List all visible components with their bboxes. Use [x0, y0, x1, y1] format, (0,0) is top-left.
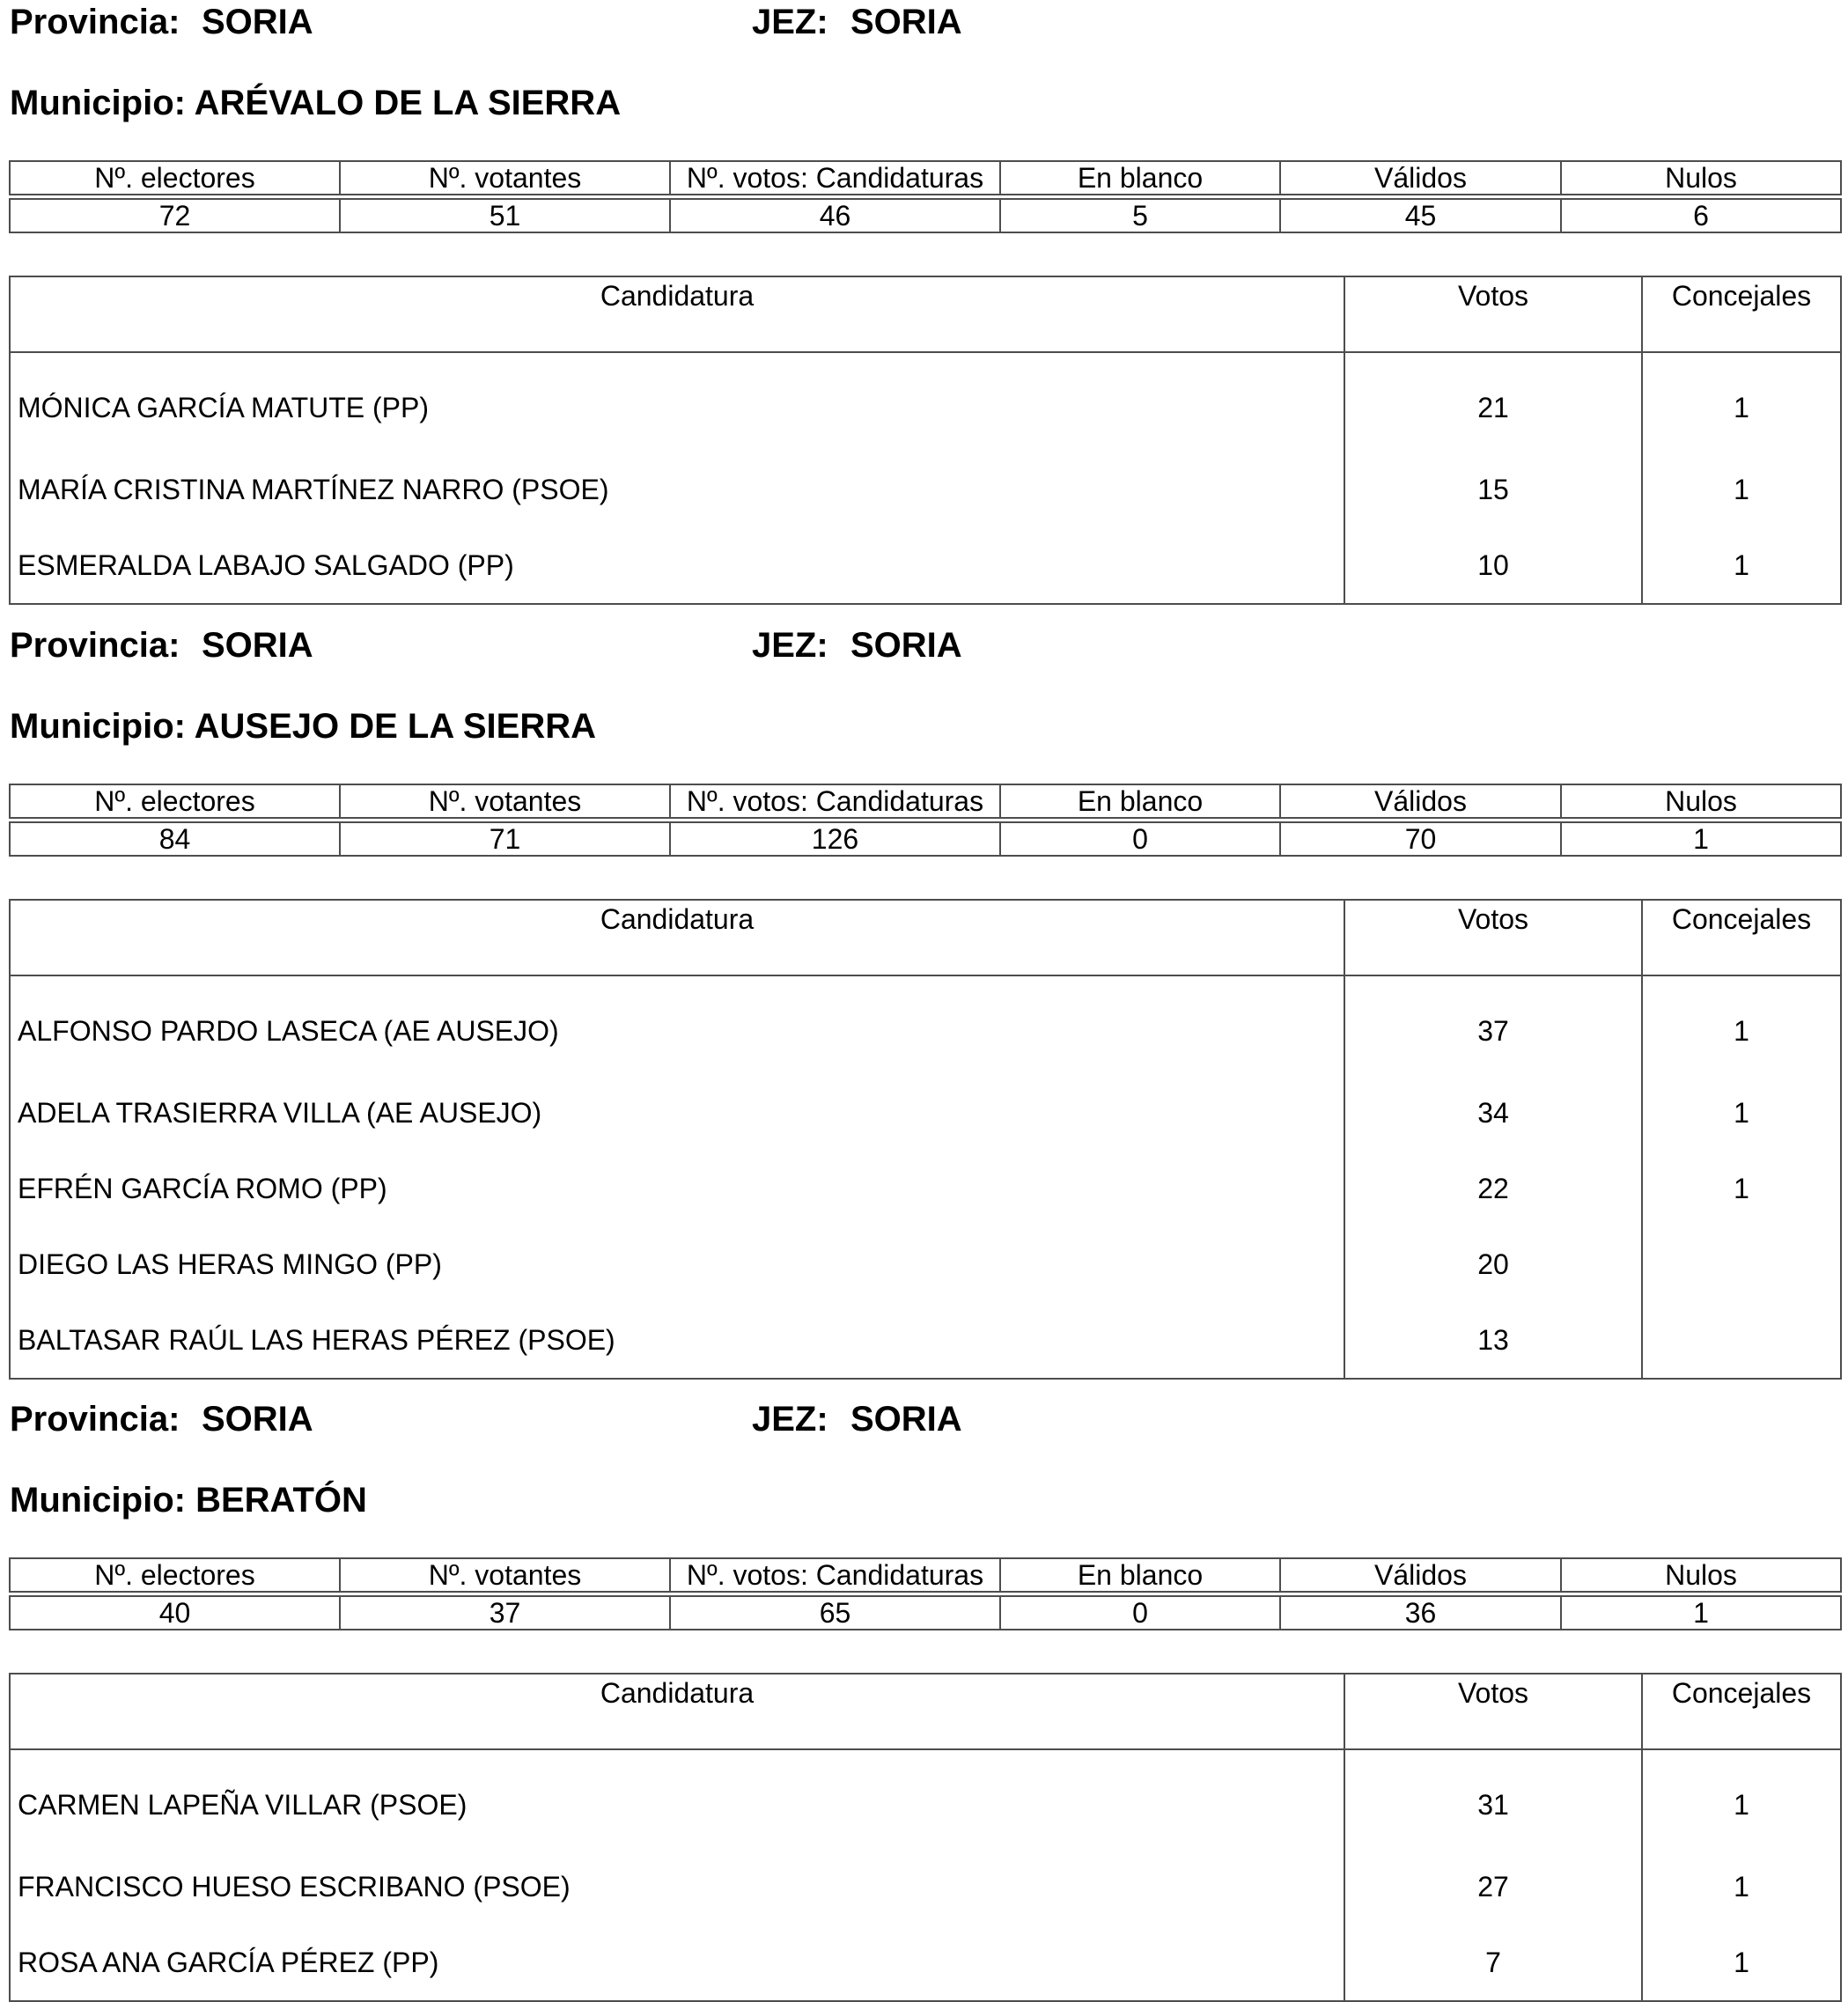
- votos-header: Votos: [1344, 1674, 1642, 1749]
- jez-value: SORIA: [850, 1400, 962, 1439]
- stats-value-votos-candidaturas: 126: [670, 822, 1000, 856]
- stats-value-nulos: 6: [1561, 199, 1841, 232]
- votos-header: Votos: [1344, 276, 1642, 352]
- stats-values-table: [9, 821, 1842, 857]
- stats-values-row: [10, 199, 1841, 232]
- stats-header-electores: Nº. electores: [10, 1558, 340, 1592]
- municipio-title: [10, 83, 621, 123]
- stats-value-votos-candidaturas: 46: [670, 199, 1000, 232]
- candidate-row: [10, 1849, 1841, 1925]
- candidate-votos: 31: [1344, 1749, 1642, 1849]
- stats-header-electores: Nº. electores: [10, 161, 340, 195]
- candidate-concejales: 1: [1642, 352, 1841, 452]
- stats-header-votantes: Nº. votantes: [340, 1558, 670, 1592]
- stats-value-electores: 72: [10, 199, 340, 232]
- candidates-header-row: [10, 900, 1841, 975]
- stats-values-table: [9, 1595, 1842, 1630]
- stats-value-votantes: 51: [340, 199, 670, 232]
- candidates-header-row: [10, 1674, 1841, 1749]
- candidate-concejales: 1: [1642, 1151, 1841, 1226]
- stats-header-votos-candidaturas: Nº. votos: Candidaturas: [670, 161, 1000, 195]
- stats-values-table: [9, 198, 1842, 233]
- stats-header-nulos: Nulos: [1561, 161, 1841, 195]
- candidate-name: ROSA ANA GARCÍA PÉREZ (PP): [18, 1947, 439, 1978]
- stats-value-en-blanco: 0: [1000, 1596, 1280, 1630]
- candidate-votos: 21: [1344, 352, 1642, 452]
- candidate-votos: 34: [1344, 1075, 1642, 1151]
- stats-value-validos: 45: [1280, 199, 1561, 232]
- candidate-name: BALTASAR RAÚL LAS HERAS PÉREZ (PSOE): [18, 1324, 615, 1356]
- jez-value: SORIA: [850, 626, 962, 665]
- candidate-row: [10, 1226, 1841, 1302]
- candidate-name: FRANCISCO HUESO ESCRIBANO (PSOE): [18, 1871, 571, 1903]
- candidates-table: [9, 1673, 1842, 2002]
- stats-header-nulos: Nulos: [1561, 784, 1841, 818]
- stats-value-validos: 36: [1280, 1596, 1561, 1630]
- stats-header-votantes: Nº. votantes: [340, 161, 670, 195]
- stats-header-validos: Válidos: [1280, 1558, 1561, 1592]
- concejales-header: Concejales: [1642, 900, 1841, 975]
- stats-header-en-blanco: En blanco: [1000, 161, 1280, 195]
- stats-value-en-blanco: 0: [1000, 822, 1280, 856]
- stats-value-nulos: 1: [1561, 822, 1841, 856]
- stats-value-electores: 40: [10, 1596, 340, 1630]
- candidate-name: DIEGO LAS HERAS MINGO (PP): [18, 1248, 442, 1280]
- candidate-votos: 20: [1344, 1226, 1642, 1302]
- stats-value-electores: 84: [10, 822, 340, 856]
- candidate-name: MARÍA CRISTINA MARTÍNEZ NARRO (PSOE): [18, 474, 609, 505]
- stats-header-en-blanco: En blanco: [1000, 1558, 1280, 1592]
- candidate-row: [10, 1749, 1841, 1849]
- candidate-row: [10, 527, 1841, 604]
- provincia-value: SORIA: [202, 3, 313, 41]
- candidate-concejales: 1: [1642, 975, 1841, 1075]
- stats-header-nulos: Nulos: [1561, 1558, 1841, 1592]
- candidate-concejales: 1: [1642, 1075, 1841, 1151]
- candidates-table: [9, 899, 1842, 1380]
- provincia-value: SORIA: [202, 1400, 313, 1439]
- provincia-label: Provincia:: [10, 626, 180, 665]
- stats-header-validos: Válidos: [1280, 161, 1561, 195]
- stats-value-votos-candidaturas: 65: [670, 1596, 1000, 1630]
- candidate-row: [10, 452, 1841, 527]
- candidate-name: CARMEN LAPEÑA VILLAR (PSOE): [18, 1789, 468, 1821]
- jez-label: JEZ:: [752, 626, 828, 665]
- stats-value-votantes: 37: [340, 1596, 670, 1630]
- candidate-votos: 10: [1344, 527, 1642, 604]
- candidatura-header: Candidatura: [10, 276, 1344, 352]
- candidate-name: ADELA TRASIERRA VILLA (AE AUSEJO): [18, 1097, 542, 1129]
- stats-header-votantes: Nº. votantes: [340, 784, 670, 818]
- stats-header-row: [10, 1558, 1841, 1592]
- candidate-concejales: [1642, 1302, 1841, 1379]
- stats-header-row: [10, 784, 1841, 818]
- stats-header-validos: Válidos: [1280, 784, 1561, 818]
- candidates-header-row: [10, 276, 1841, 352]
- provincia-label: Provincia:: [10, 1400, 180, 1439]
- candidatura-header: Candidatura: [10, 1674, 1344, 1749]
- stats-values-row: [10, 1596, 1841, 1630]
- candidate-concejales: 1: [1642, 452, 1841, 527]
- candidate-name: ESMERALDA LABAJO SALGADO (PP): [18, 549, 514, 581]
- candidate-row: [10, 352, 1841, 452]
- candidate-row: [10, 1075, 1841, 1151]
- municipio-title: [10, 1480, 367, 1520]
- candidate-name: MÓNICA GARCÍA MATUTE (PP): [18, 392, 429, 423]
- stats-value-nulos: 1: [1561, 1596, 1841, 1630]
- stats-header-en-blanco: En blanco: [1000, 784, 1280, 818]
- concejales-header: Concejales: [1642, 1674, 1841, 1749]
- stats-header-table: [9, 1557, 1842, 1593]
- candidate-row: [10, 1151, 1841, 1226]
- candidate-name: ALFONSO PARDO LASECA (AE AUSEJO): [18, 1015, 559, 1047]
- candidate-votos: 13: [1344, 1302, 1642, 1379]
- stats-value-validos: 70: [1280, 822, 1561, 856]
- jez-value: SORIA: [850, 3, 962, 41]
- provincia-value: SORIA: [202, 626, 313, 665]
- candidates-table: [9, 276, 1842, 605]
- concejales-header: Concejales: [1642, 276, 1841, 352]
- candidate-row: [10, 1925, 1841, 2001]
- candidate-concejales: [1642, 1226, 1841, 1302]
- candidate-concejales: 1: [1642, 1749, 1841, 1849]
- candidate-name: EFRÉN GARCÍA ROMO (PP): [18, 1173, 387, 1204]
- jez-label: JEZ:: [752, 3, 828, 41]
- candidate-concejales: 1: [1642, 527, 1841, 604]
- stats-value-en-blanco: 5: [1000, 199, 1280, 232]
- stats-header-electores: Nº. electores: [10, 784, 340, 818]
- stats-header-row: [10, 161, 1841, 195]
- stats-header-table: [9, 160, 1842, 195]
- stats-header-table: [9, 784, 1842, 819]
- stats-value-votantes: 71: [340, 822, 670, 856]
- candidate-concejales: 1: [1642, 1925, 1841, 2001]
- municipio-value: ARÉVALO DE LA SIERRA: [194, 84, 622, 122]
- municipio-label: Municipio:: [10, 84, 186, 122]
- candidate-votos: 15: [1344, 452, 1642, 527]
- stats-values-row: [10, 822, 1841, 856]
- municipio-label: Municipio:: [10, 707, 186, 746]
- provincia-label: Provincia:: [10, 3, 180, 41]
- candidate-votos: 7: [1344, 1925, 1642, 2001]
- candidate-votos: 37: [1344, 975, 1642, 1075]
- votos-header: Votos: [1344, 900, 1642, 975]
- municipio-value: AUSEJO DE LA SIERRA: [194, 707, 596, 746]
- candidate-votos: 27: [1344, 1849, 1642, 1925]
- jez-label: JEZ:: [752, 1400, 828, 1439]
- municipio-title: [10, 706, 596, 747]
- stats-header-votos-candidaturas: Nº. votos: Candidaturas: [670, 1558, 1000, 1592]
- stats-header-votos-candidaturas: Nº. votos: Candidaturas: [670, 784, 1000, 818]
- municipio-value: BERATÓN: [195, 1481, 367, 1520]
- municipio-label: Municipio:: [10, 1481, 186, 1520]
- candidate-concejales: 1: [1642, 1849, 1841, 1925]
- candidatura-header: Candidatura: [10, 900, 1344, 975]
- candidate-row: [10, 975, 1841, 1075]
- candidate-votos: 22: [1344, 1151, 1642, 1226]
- candidate-row: [10, 1302, 1841, 1379]
